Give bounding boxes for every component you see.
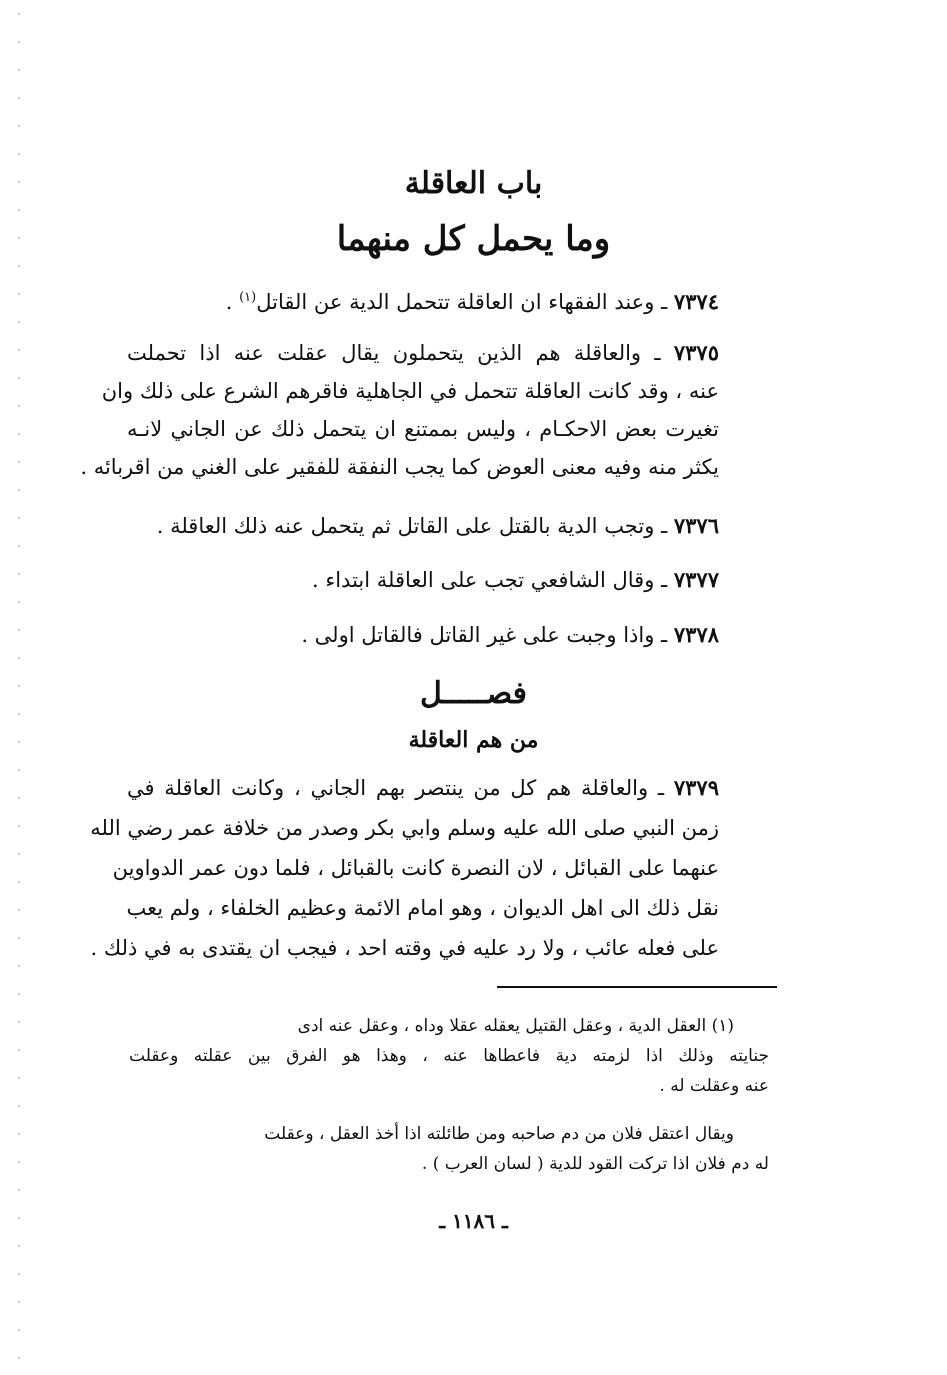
paragraph-7377 [312, 562, 719, 598]
paragraph-7379-line-4: نقل ذلك الى اهل الديوان ، وهو امام الائمة وعظيم الخلفاء ، ولم يعب [126, 896, 719, 920]
paragraph-text: ـ وعند الفقهاء ان العاقلة تتحمل الدية عن القاتل [256, 290, 668, 314]
paragraph-number: ٧٣٧٨ [673, 622, 719, 647]
footnote-1-line-1: (١) العقل الدية ، وعقل القتيل يعقله عقلا وداه ، وعقل عنه ادى [297, 1016, 734, 1036]
paragraph-7378 [301, 617, 719, 653]
footnote-1-line-2: جنايته وذلك اذا لزمته دية فاعطاها عنه ، وهذا هو الفرق بين عقلته وعقلت [129, 1046, 769, 1066]
footnote-1-line-3: عنه وعقلت له . [659, 1076, 769, 1096]
footnote-2-line-1: ويقال اعتقل فلان من دم صاحبه ومن طائلته اذا أخذ العقل ، وعقلت [264, 1124, 734, 1144]
paragraph-number: ٧٣٧٧ [673, 567, 719, 592]
paragraph-7374 [226, 280, 719, 320]
paragraph-7375-line-1 [127, 335, 719, 371]
paragraph-number: ٧٣٧٩ [673, 775, 719, 800]
paragraph-text: ـ وقال الشافعي تجب على العاقلة ابتداء . [311, 568, 668, 592]
paragraph-text: ـ والعاقلة هم الذين يتحملون يقال عقلت عنه اذا تحملت [127, 341, 661, 365]
paragraph-7375-line-4: يكثر منه وفيه معنى العوض كما يجب النفقة للفقير على الغني من اقربائه . [80, 455, 719, 479]
footnote-separator [497, 986, 777, 988]
footnote-ref: (١) [239, 290, 257, 305]
paragraph-number: ٧٣٧٥ [673, 340, 719, 365]
chapter-title: باب العاقلة [404, 166, 543, 201]
paragraph-end: . [225, 290, 240, 314]
paragraph-text: ـ واذا وجبت على غير القاتل فالقاتل اولى . [301, 623, 668, 647]
paragraph-number: ٧٣٧٦ [673, 513, 719, 538]
paragraph-number: ٧٣٧٤ [673, 289, 719, 314]
section-subtitle: من هم العاقلة [408, 727, 539, 753]
footnote-2-line-2: له دم فلان اذا تركت القود للدية ( لسان العرب ) . [421, 1154, 769, 1174]
paragraph-text: ـ والعاقلة هم كل من ينتصر بهم الجاني ، وكانت العاقلة في [127, 776, 665, 800]
paragraph-7375-line-2: عنه ، وقد كانت العاقلة تتحمل في الجاهلية فاقرهم الشرع على ذلك وان [101, 379, 719, 403]
section-title: فصـــــل [419, 676, 528, 711]
paragraph-7379-line-1 [127, 770, 719, 806]
chapter-subtitle: وما يحمل كل منهما [336, 219, 611, 259]
page-number: ـ ١١٨٦ ـ [439, 1209, 508, 1233]
paragraph-7379-line-2: زمن النبي صلى الله عليه وسلم وابي بكر وصدر من خلافة عمر رضي الله [90, 816, 719, 840]
paragraph-7375-line-3: تغيرت بعض الاحكـام ، وليس بممتنع ان يتحمل ذلك عن الجاني لانـه [127, 417, 719, 441]
paragraph-7379-line-5: على فعله عائب ، ولا رد عليه في وقته احد ، فيجب ان يقتدى به في ذلك . [90, 936, 719, 960]
paragraph-7379-line-3: عنهما على القبائل ، لان النصرة كانت بالقبائل ، فلما دون عمر الدواوين [112, 856, 719, 880]
paragraph-text: ـ وتجب الدية بالقتل على القاتل ثم يتحمل عنه ذلك العاقلة . [156, 514, 668, 538]
paragraph-7376 [157, 508, 719, 544]
